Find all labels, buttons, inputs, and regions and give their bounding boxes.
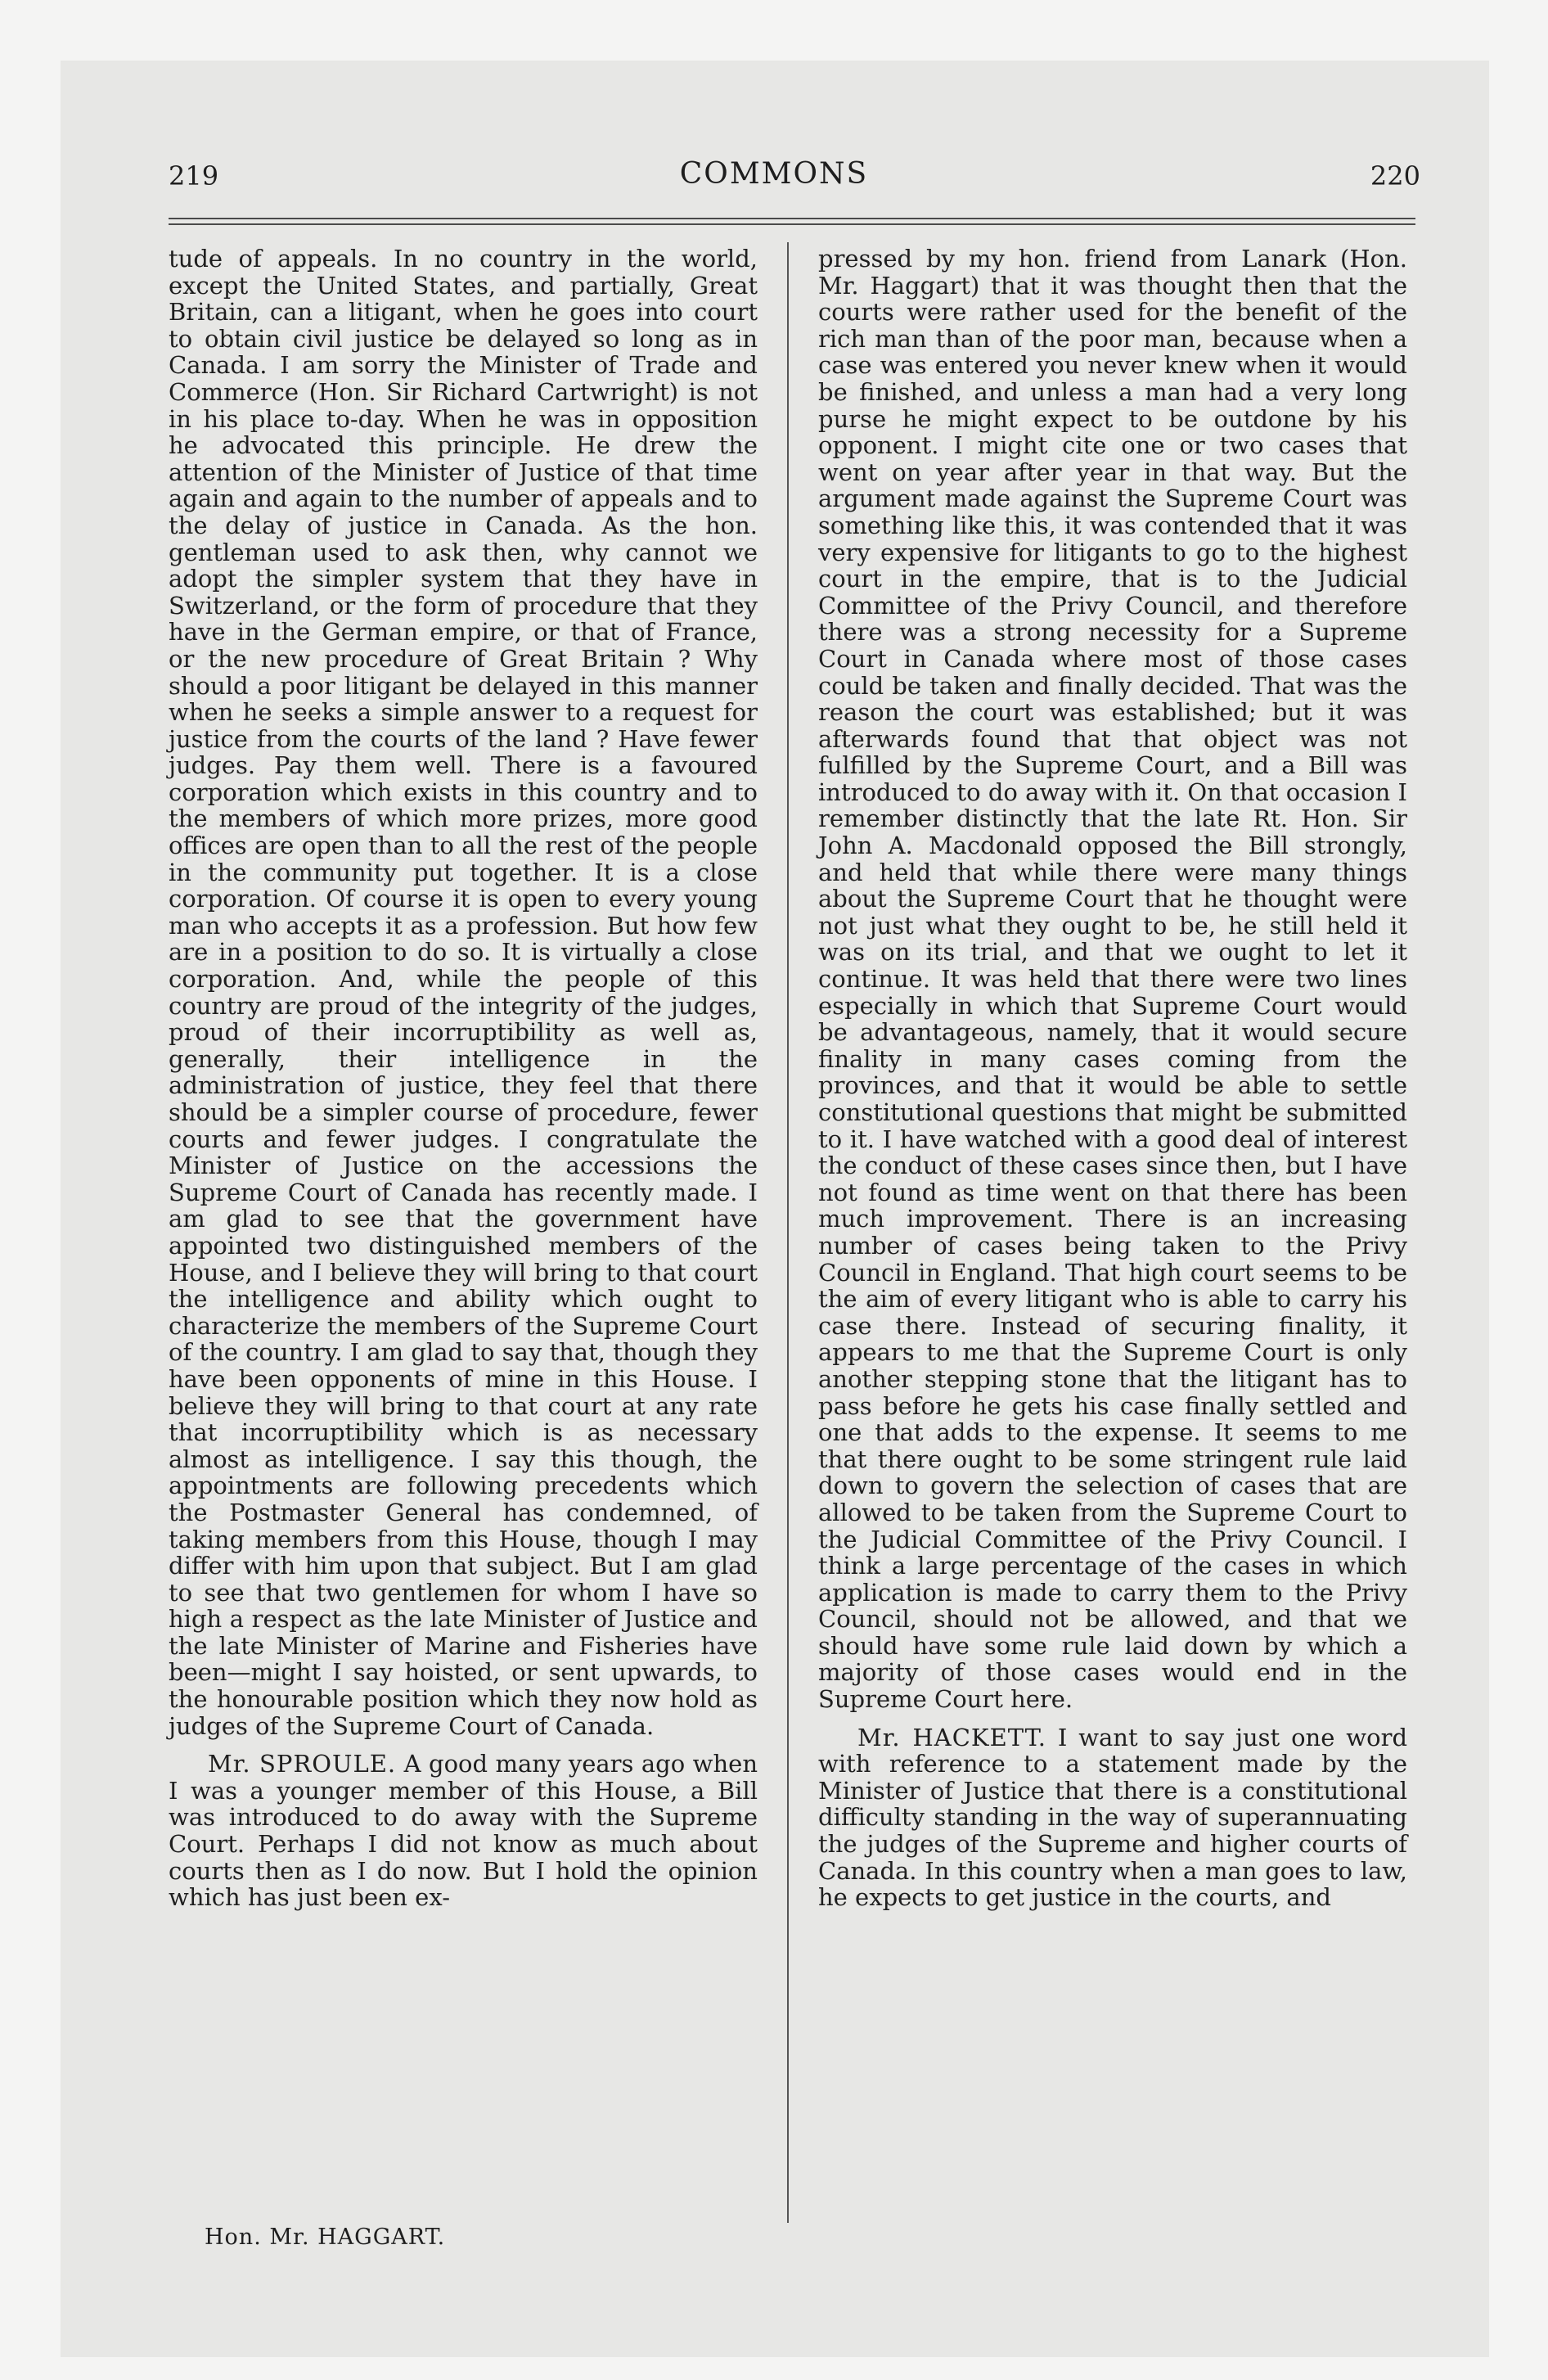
running-head-title: COMMONS: [679, 157, 869, 191]
header-rule-top: [169, 218, 1415, 219]
header-rule-bottom: [169, 223, 1415, 225]
left-paragraph-1: tude of appeals. In no country in the world, except the United States, and partially, Great Britain, can a litigant, when he goes into court to obtain civil justice be delayed so long as in Canada. I am sorry the Minister of Trade and Commerce (Hon. Sir Richard Cartwright) is not in his place to-day. When he was in opposition he advocated this principle. He drew the attention of the Minister of Justice of that time again and again to the number of appeals and to the delay of justice in Canada. As the hon. gentleman used to ask then, why cannot we adopt the simpler system that they have in Switzerland, or the form of procedure that they have in the German empire, or that of France, or the new procedure of Great Britain ? Why should a poor litigant be delayed in this manner when he seeks a simple answer to a request for justice from the courts of the land ? Have fewer judges. Pay them well. There is a favoured corporation which exists in this country and to the members of which more prizes, more good offices are open than to all the rest of the people in the community put together. It is a close corporation. Of course it is open to every young man who accepts it as a profession. But how few are in a position to do so. It is virtually a close corporation. And, while the people of this country are proud of the integrity of the judges, proud of their incorruptibility as well as, generally, their intelligence in the administration of justice, they feel that there should be a simpler course of procedure, fewer courts and fewer judges. I congratulate the Minister of Justice on the accessions the Supreme Court of Canada has recently made. I am glad to see that the government have appointed two distinguished members of the House, and I believe they will bring to that court the intelligence and ability which ought to characterize the members of the Supreme Court of the country. I am glad to say that, though they have been opponents of mine in this House. I believe they will bring to that court at any rate that incorruptibility which is as necessary almost as intelligence. I say this though, the appointments are following precedents which the Postmaster General has condemned, of taking members from this House, though I may differ with him upon that subject. But I am glad to see that two gentlemen for whom I have so high a respect as the late Minister of Justice and the late Minister of Marine and Fisheries have been—might I say hoisted, or sent upwards, to the honourable position which they now hold as judges of the Supreme Court of Canada.: [169, 245, 758, 1740]
column-divider: [787, 242, 789, 2223]
left-column: [169, 246, 758, 1911]
page-number-right: 220: [1370, 160, 1420, 192]
right-paragraph-1: pressed by my hon. friend from Lanark (Hon. Mr. Haggart) that it was thought then that the courts were rather used for the benefit of the rich man than of the poor man, because when a case was entered you never knew when it would be finished, and unless a man had a very long purse he might expect to be outdone by his opponent. I might cite one or two cases that went on year after year in that way. But the argument made against the Supreme Court was something like this, it was contended that it was very expensive for litigants to go to the highest court in the empire, that is to the Judicial Committee of the Privy Council, and therefore there was a strong necessity for a Supreme Court in Canada where most of those cases could be taken and finally decided. That was the reason the court was established; but it was afterwards found that that object was not fulfilled by the Supreme Court, and a Bill was introduced to do away with it. On that occasion I remember distinctly that the late Rt. Hon. Sir John A. Macdonald opposed the Bill strongly, and held that while there were many things about the Supreme Court that he thought were not just what they ought to be, he still held it was on its trial, and that we ought to let it continue. It was held that there were two lines especially in which that Supreme Court would be advantageous, namely, that it would secure finality in many cases coming from the provinces, and that it would be able to settle constitutional questions that might be submitted to it. I have watched with a good deal of interest the conduct of these cases since then, but I have not found as time went on that there has been much improvement. There is an increasing number of cases being taken to the Privy Council in England. That high court seems to be the aim of every litigant who is able to carry his case there. Instead of securing finality, it appears to me that the Supreme Court is only another stepping stone that the litigant has to pass before he gets his case finally settled and one that adds to the expense. It seems to me that there ought to be some stringent rule laid down to govern the selection of cases that are allowed to be taken from the Supreme Court to the Judicial Committee of the Privy Council. I think a large percentage of the cases in which application is made to carry them to the Privy Council, should not be allowed, and that we should have some rule laid down by which a majority of those cases would end in the Supreme Court here.: [818, 245, 1407, 1714]
footer-catchword: Hon. Mr. HAGGART.: [205, 2224, 446, 2250]
right-paragraph-2: [818, 1724, 1407, 1911]
left-paragraph-2: [169, 1751, 758, 1911]
right-column: [818, 246, 1407, 1911]
page-number-left: 219: [169, 160, 219, 192]
speaker-name: Mr. HACKETT.: [857, 1723, 1046, 1751]
speech-text: A good many years ago when I was a younger member of this House, a Bill was introduced to do away with the Supreme Court. Perhaps I did not know as much about courts then as I do now. But I hold the opinion which has just been ex-: [169, 1750, 758, 1912]
speech-text: I want to say just one word with reference to a statement made by the Minister of Justice that there is a constitutional difficulty standing in the way of superannuating the judges of the Supreme and higher courts of Canada. In this country when a man goes to law, he expects to get justice in the courts, and: [818, 1723, 1408, 1912]
speaker-name: Mr. SPROULE.: [208, 1750, 397, 1778]
